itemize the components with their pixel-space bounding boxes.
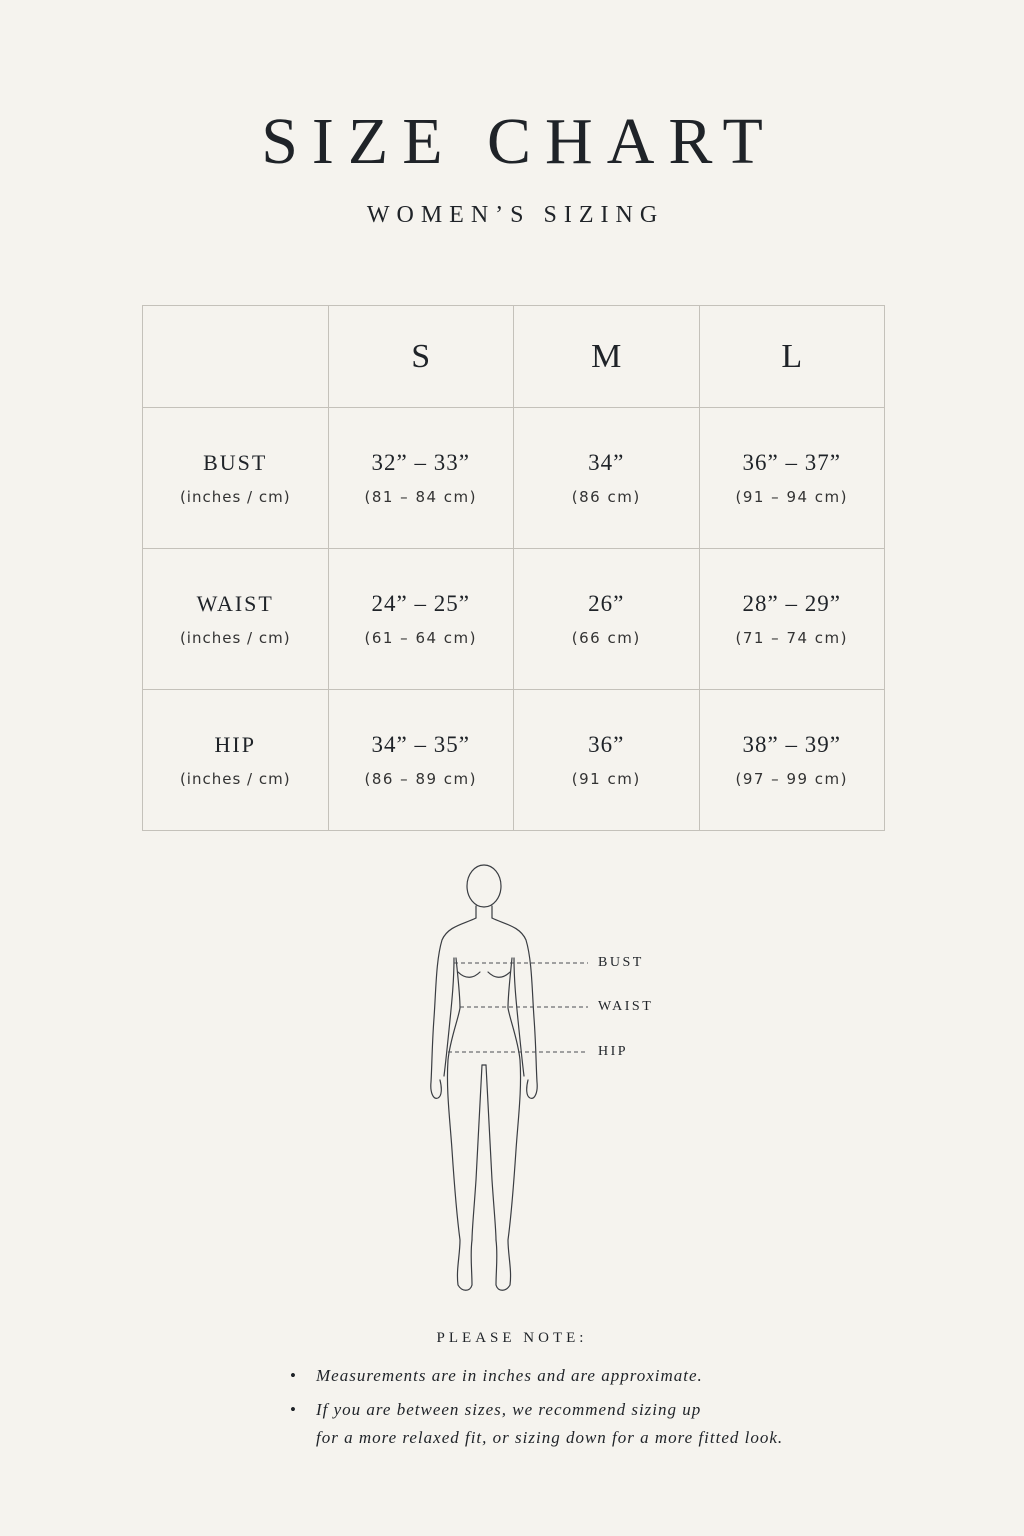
table-cell [699, 408, 885, 549]
value-cm: (61 – 64 cm) [364, 629, 478, 647]
table-cell [514, 690, 700, 831]
value-inches: 36” [588, 732, 625, 757]
value-inches: 36” – 37” [742, 450, 841, 475]
note-text: Measurements are in inches and are approximate. [316, 1366, 703, 1385]
list-item [290, 1396, 850, 1452]
value-inches: 26” [588, 591, 625, 616]
value-inches: 32” – 33” [371, 450, 470, 475]
hip-label: HIP [598, 1044, 629, 1059]
size-label: M [591, 337, 622, 375]
table-cell [699, 690, 885, 831]
size-table [142, 305, 885, 831]
value-cm: (97 – 99 cm) [735, 770, 849, 788]
table-row-waist [143, 549, 885, 690]
table-cell [514, 549, 700, 690]
value-cm: (71 – 74 cm) [735, 629, 849, 647]
value-cm: (81 – 84 cm) [364, 488, 478, 506]
row-label: WAIST [196, 591, 274, 616]
row-unit: (inches / cm) [179, 488, 291, 506]
column-header-s [328, 306, 514, 408]
page-subtitle: WOMEN’S SIZING [366, 202, 665, 228]
note-text-continued: for a more relaxed fit, or sizing down for a more fitted look. [316, 1428, 784, 1447]
body-outline-icon [420, 860, 680, 1300]
value-cm: (86 – 89 cm) [364, 770, 478, 788]
value-cm: (86 cm) [571, 488, 641, 506]
column-header-l [699, 306, 885, 408]
body-measurement-figure [420, 860, 680, 1300]
table-header-row [143, 306, 885, 408]
table-cell [514, 408, 700, 549]
bullet: • [290, 1366, 297, 1385]
value-cm: (91 – 94 cm) [735, 488, 849, 506]
value-cm: (66 cm) [571, 629, 641, 647]
value-inches: 28” – 29” [742, 591, 841, 616]
table-cell [328, 549, 514, 690]
waist-label: WAIST [598, 999, 654, 1014]
value-inches: 38” – 39” [742, 732, 841, 757]
table-cell [699, 549, 885, 690]
row-label: BUST [203, 450, 268, 475]
note-text: If you are between sizes, we recommend sizing up [316, 1400, 702, 1419]
size-label: S [411, 337, 431, 375]
header-empty-cell [143, 306, 329, 408]
row-label: HIP [214, 732, 256, 757]
bust-label: BUST [598, 955, 644, 970]
value-inches: 24” – 25” [371, 591, 470, 616]
list-item [290, 1362, 850, 1390]
row-header [143, 408, 329, 549]
value-inches: 34” [588, 450, 625, 475]
size-label: L [781, 337, 803, 375]
value-inches: 34” – 35” [371, 732, 470, 757]
row-header [143, 690, 329, 831]
value-cm: (91 cm) [571, 770, 641, 788]
column-header-m [514, 306, 700, 408]
notes-list [290, 1362, 850, 1458]
row-unit: (inches / cm) [179, 770, 291, 788]
table-cell [328, 408, 514, 549]
table-row-bust [143, 408, 885, 549]
row-unit: (inches / cm) [179, 629, 291, 647]
table-row-hip [143, 690, 885, 831]
bullet: • [290, 1400, 297, 1419]
table-cell [328, 690, 514, 831]
row-header [143, 549, 329, 690]
notes-heading: PLEASE NOTE: [436, 1330, 588, 1346]
page-title: SIZE CHART [261, 105, 777, 178]
